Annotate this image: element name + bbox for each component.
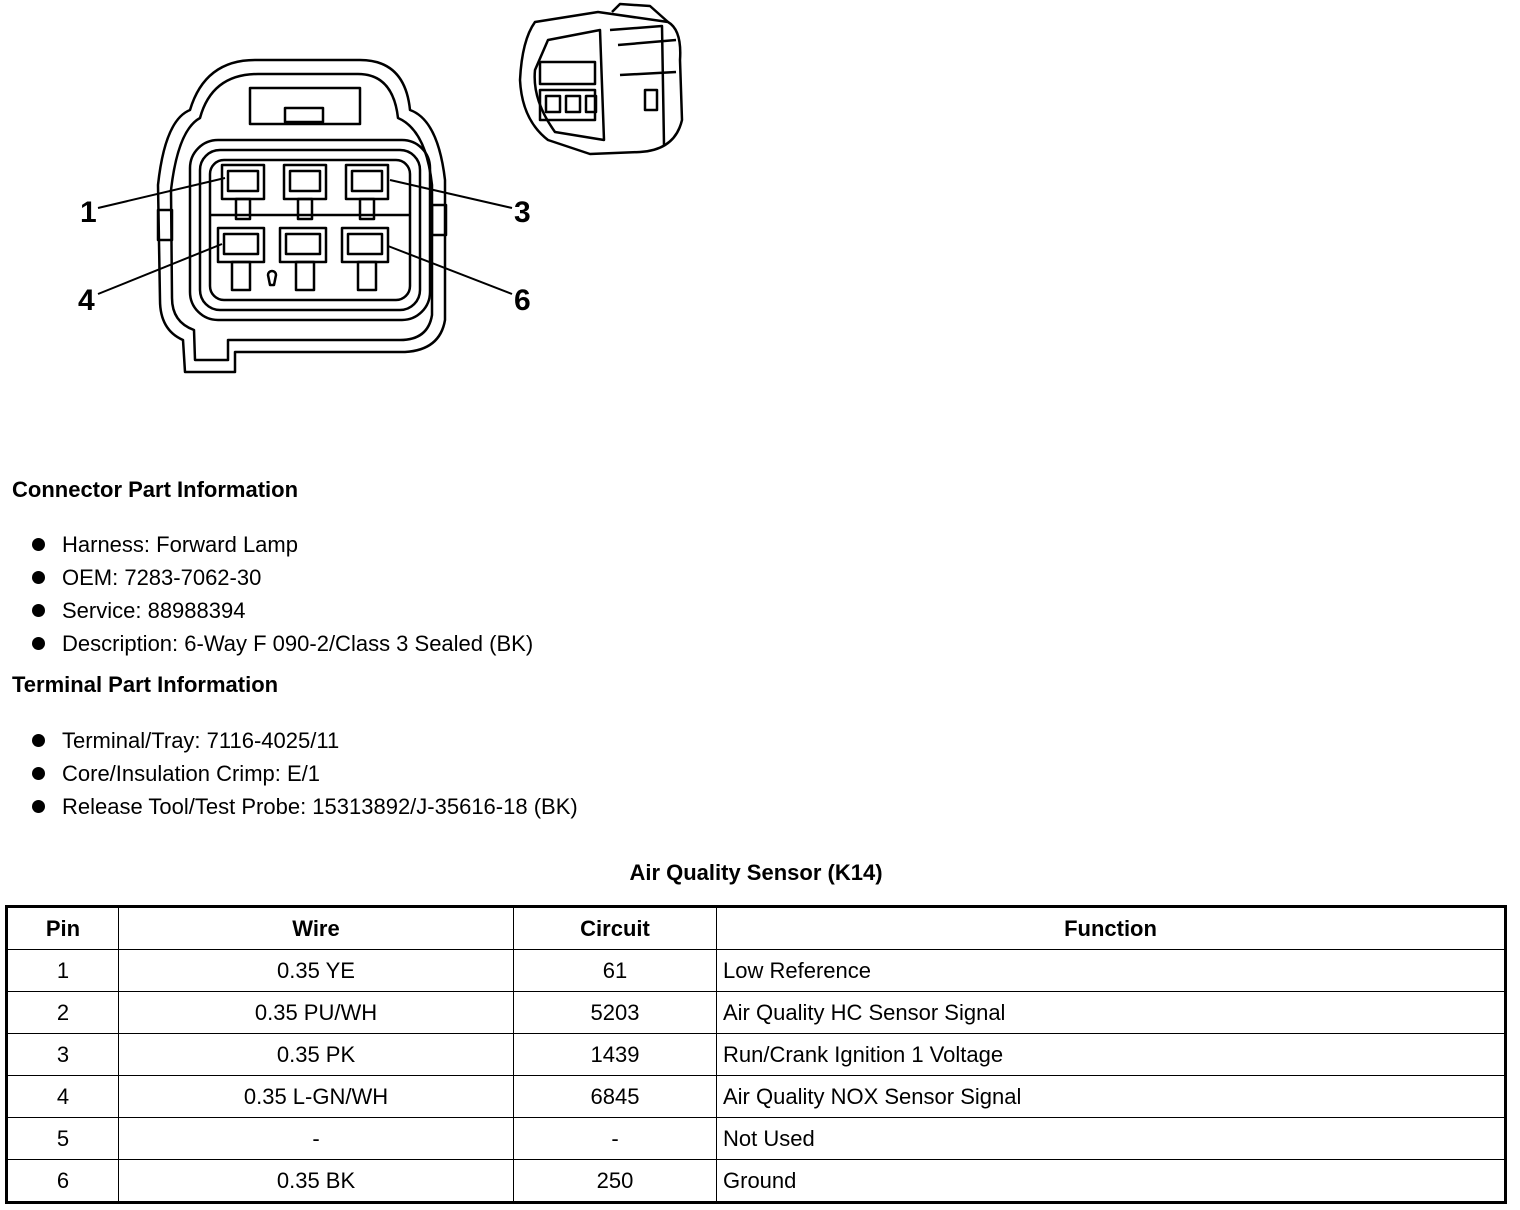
pinout-table [5,905,1507,1204]
cell-function: Air Quality NOX Sensor Signal [717,1076,1506,1118]
pin-label-1: 1 [80,196,97,229]
bullet-icon [32,571,45,584]
cell-wire: 0.35 YE [119,950,514,992]
cell-function: Ground [717,1160,1506,1203]
terminal-part-info-heading: Terminal Part Information [12,672,279,697]
list-item: Harness: Forward Lamp [28,528,533,561]
cell-pin: 5 [7,1118,119,1160]
list-item: Service: 88988394 [28,594,533,627]
table-row [7,992,1506,1034]
cell-pin: 4 [7,1076,119,1118]
connector-diagram [0,0,700,420]
table-header-row [7,907,1506,950]
table-row [7,1076,1506,1118]
bullet-icon [32,604,45,617]
cell-circuit: 250 [514,1160,717,1203]
cell-circuit: - [514,1118,717,1160]
cell-circuit: 1439 [514,1034,717,1076]
cavity-row-top [222,165,388,199]
table-title: Air Quality Sensor (K14) [629,860,883,885]
cell-function: Low Reference [717,950,1506,992]
list-item: Terminal/Tray: 7116-4025/11 [28,724,578,757]
table-row [7,1160,1506,1203]
connector-isometric-view [520,4,682,154]
table-row [7,950,1506,992]
column-header-circuit: Circuit [514,907,717,950]
cell-wire: - [119,1118,514,1160]
cell-wire: 0.35 PU/WH [119,992,514,1034]
connector-part-info-list [28,528,533,660]
cell-pin: 2 [7,992,119,1034]
table-row [7,1034,1506,1076]
column-header-function: Function [717,907,1506,950]
pin-label-4: 4 [78,284,95,317]
bullet-icon [32,538,45,551]
table-row [7,1118,1506,1160]
bullet-icon [32,734,45,747]
list-item: Release Tool/Test Probe: 15313892/J-35616-18 (BK) [28,790,578,823]
bullet-icon [32,637,45,650]
cell-function: Run/Crank Ignition 1 Voltage [717,1034,1506,1076]
cell-pin: 3 [7,1034,119,1076]
list-item: Description: 6-Way F 090-2/Class 3 Sealed (BK) [28,627,533,660]
bullet-icon [32,800,45,813]
cell-circuit: 61 [514,950,717,992]
pin-label-6: 6 [514,284,531,317]
list-item: OEM: 7283-7062-30 [28,561,533,594]
pin-label-3: 3 [514,196,531,229]
column-header-pin: Pin [7,907,119,950]
cell-pin: 1 [7,950,119,992]
terminal-part-info-list [28,724,578,823]
cell-circuit: 5203 [514,992,717,1034]
column-header-wire: Wire [119,907,514,950]
cavity-row-bottom [218,228,388,262]
cell-circuit: 6845 [514,1076,717,1118]
cell-pin: 6 [7,1160,119,1203]
cell-function: Not Used [717,1118,1506,1160]
connector-part-info-heading: Connector Part Information [12,477,299,502]
cell-function: Air Quality HC Sensor Signal [717,992,1506,1034]
cell-wire: 0.35 L-GN/WH [119,1076,514,1118]
list-item: Core/Insulation Crimp: E/1 [28,757,578,790]
cell-wire: 0.35 PK [119,1034,514,1076]
cell-wire: 0.35 BK [119,1160,514,1203]
bullet-icon [32,767,45,780]
